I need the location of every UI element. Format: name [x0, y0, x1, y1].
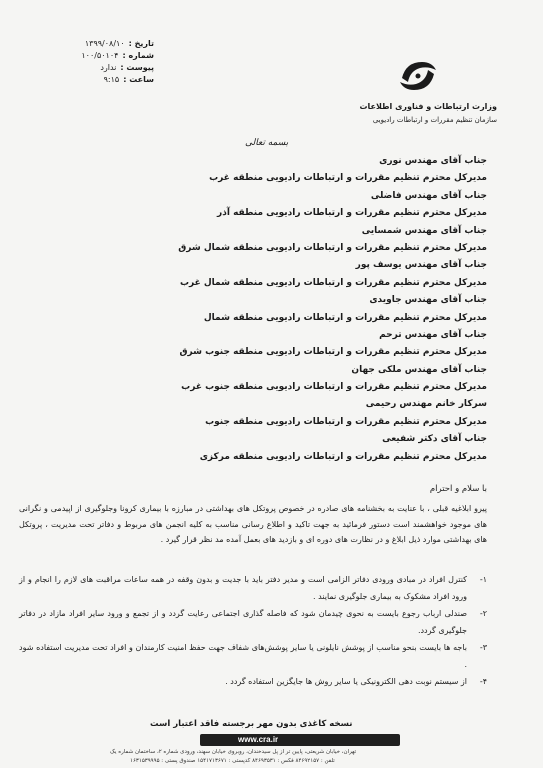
directive-text: از سیستم نوبت دهی الکترونیکی یا سایر روش ها جایگزین استفاده گردد . [225, 677, 467, 686]
addressee-line: مدیرکل محترم تنظیم مقررات و ارتباطات رادیویی منطقه جنوب شرق [179, 347, 487, 358]
addressee-line: جناب آقای مهندس نوری [379, 156, 487, 166]
directive-text: صندلی ارباب رجوع بایست به نحوی چیدمان شود که فاصله گذاری اجتماعی رعایت گردد و از تجمع و ورود سایر افراد مازاد در دفاتر جلوگیری گردد. [19, 609, 467, 635]
addressee-line: جناب آقای دکتر شفیعی [382, 434, 487, 445]
meta-number-label: شماره : [122, 51, 154, 60]
addressee-line: جناب آقای مهندس ملکی جهان [351, 364, 487, 375]
addressee-line: مدیرکل محترم تنظیم مقررات و ارتباطات رادیویی منطقه شمال [203, 312, 487, 323]
greeting: با سلام و احترام [429, 484, 487, 494]
meta-number-row [24, 50, 154, 62]
directive-item [19, 639, 487, 673]
directive-number: ۳- [479, 643, 487, 652]
directive-number: ۴- [479, 677, 487, 686]
meta-number-value: ۱۰۰/۵۰۱۰۴ [81, 51, 119, 60]
addressee-line: مدیرکل محترم تنظیم مقررات و ارتباطات رادیویی منطقه جنوب [205, 416, 487, 427]
addressee-line: جناب آقای مهندس یوسف پور [355, 260, 487, 271]
addressee-line: جناب آقای مهندس جاویدی [369, 295, 487, 306]
meta-date-value: ۱۳۹۹/۰۸/۱۰ [84, 39, 125, 48]
meta-attachment-value: ندارد [100, 63, 117, 72]
directive-list [19, 571, 487, 690]
meta-time-row [24, 74, 154, 86]
letter-meta [24, 38, 154, 86]
addressee-line: مدیرکل محترم تنظیم مقررات و ارتباطات رادیویی منطقه غرب [209, 173, 487, 184]
meta-date-label: تاریخ : [128, 39, 154, 48]
footer-phone: تلفن : ۸۴۶۹۲۱۵۷ فکس : ۸۴۶۹۳۵۳۱ کدپستی : ۱۵۴۱۷۱۳۶۷۱ صندوق پستی : ۱۶۳۱۵۳۹۹۹۵ [130, 758, 335, 764]
meta-attachment-row [24, 62, 154, 74]
directive-item [19, 571, 487, 605]
meta-attachment-label: پیوست : [120, 63, 154, 72]
addressee-line: مدیرکل محترم تنظیم مقررات و ارتباطات رادیویی منطقه جنوب غرب [181, 382, 487, 393]
addressee-line: مدیرکل محترم تنظیم مقررات و ارتباطات رادیویی منطقه شمال غرب [179, 277, 487, 288]
addressee-list [57, 153, 487, 466]
directive-number: ۲- [479, 609, 487, 618]
directive-item [19, 673, 487, 690]
basmala: بسمه تعالی [245, 138, 289, 148]
body-paragraph: پیرو ابلاغیه قبلی ، با عنایت به بخشنامه های صادره در خصوص پروتکل های بهداشتی در مبارزه با بیماری کرونا وجلوگیری از اپیدمی و نگرانی های موجود خواهشمند است دستور فرمائید به جهت تاکید و اطلاع رسانی مناسب به کلیه انجمن های مربوط و دفاتر تحت مدیریت ، پروتکل های بهداشتی موارد ذیل ابلاغ و در نظارت های دوره ای و بازدید های بعمل آمده مد نظر قرار گیرد . [19, 504, 487, 544]
stamp-notice: نسخه کاغذی بدون مهر برجسته فاقد اعتبار است [150, 719, 353, 729]
meta-time-value: ۹:۱۵ [103, 75, 120, 84]
org-name-regulatory: سازمان تنظیم مقررات و ارتباطات رادیویی [372, 116, 497, 124]
directive-number: ۱- [479, 575, 487, 584]
addressee-line: سرکار خانم مهندس رحیمی [365, 399, 487, 410]
letter-body [19, 501, 487, 548]
org-name-ministry: وزارت ارتباطات و فناوری اطلاعات [359, 102, 497, 111]
footer-address: تهران، خیابان شریعتی، پایین تر از پل سیدخندان، روبروی خیابان سهند، ورودی شماره ۲، ساختمان شماره یک [110, 749, 357, 755]
directive-item [19, 605, 487, 639]
meta-date-row [24, 38, 154, 50]
meta-time-label: ساعت : [123, 75, 154, 84]
addressee-line: مدیرکل محترم تنظیم مقررات و ارتباطات رادیویی منطقه مرکزی [199, 451, 487, 462]
footer-website-link[interactable]: www.cra.ir [238, 735, 279, 744]
footer-bar [200, 734, 400, 746]
addressee-line: جناب آقای مهندس فاضلی [370, 190, 487, 201]
organization-logo-icon [398, 58, 438, 94]
directive-text: باجه ها بایست بنحو مناسب از پوشش نایلونی یا سایر پوشش‌های شفاف جهت حفظ امنیت کارمندان و افراد تحت مدیریت استفاده شود . [19, 643, 467, 669]
addressee-line: جناب آقای مهندس شمسایی [361, 225, 487, 236]
addressee-line: جناب آقای مهندس ترحم [379, 329, 487, 340]
addressee-line: مدیرکل محترم تنظیم مقررات و ارتباطات رادیویی منطقه شمال شرق [178, 242, 487, 253]
directive-text: کنترل افراد در مبادی ورودی دفاتر الزامی است و مدیر دفتر باید با جدیت و بدون وقفه در همه ساعات مراقبت های لازم را انجام و از ورود افراد مشکوک به بیماری جلوگیری نمایند . [19, 575, 467, 601]
addressee-line: مدیرکل محترم تنظیم مقررات و ارتباطات رادیویی منطقه آذر [217, 208, 487, 219]
